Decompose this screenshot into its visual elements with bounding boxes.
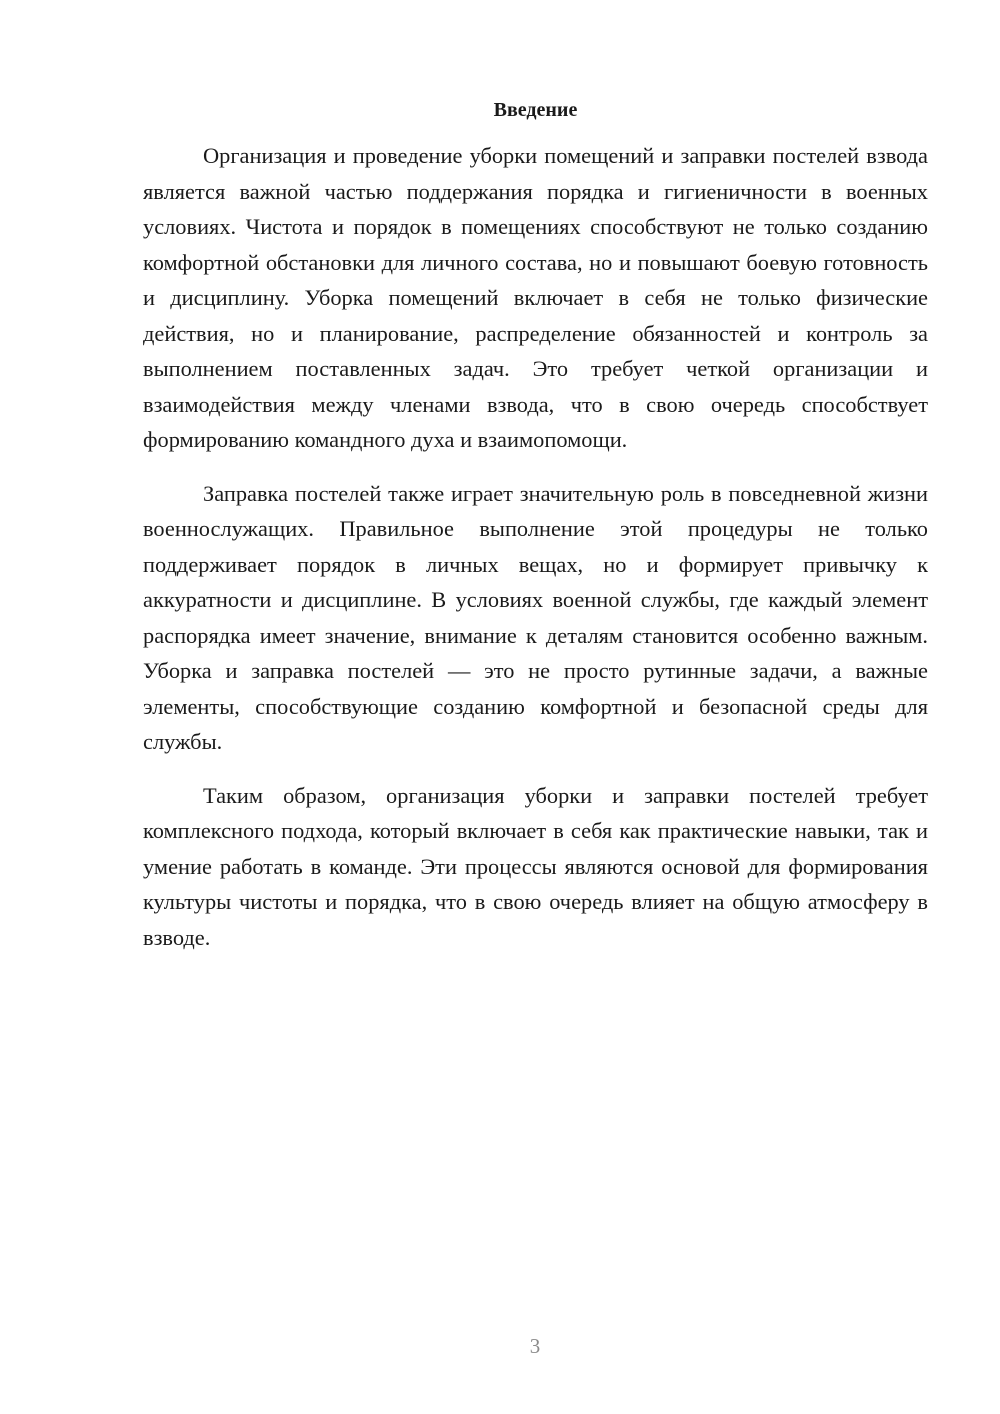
- page-number: 3: [529, 1334, 541, 1358]
- section-title: Введение: [493, 99, 578, 121]
- paragraph-3: Таким образом, организация уборки и заправки постелей требует комплексного подхода, который включает в себя как практические навыки, так и умение работать в команде. Эти процессы являются основой для формирования культуры чистоты и порядка, что в свою очередь влияет на общую атмосферу в взводе.: [143, 782, 928, 950]
- page-content: [143, 96, 928, 973]
- paragraph-1: Организация и проведение уборки помещений и заправки постелей взвода является важной частью поддержания порядка и гигиеничности в военных условиях. Чистота и порядок в помещениях способствуют не только созданию комфортной обстановки для личного состава, но и повышают боевую готовность и дисциплину. Уборка помещений включает в себя не только физические действия, но и планирование, распределение обязанностей и контроль за выполнением поставленных задач. Это требует четкой организации и взаимодействия между членами взвода, что в свою очередь способствует формированию командного духа и взаимопомощи.: [143, 143, 928, 452]
- paragraph-2: Заправка постелей также играет значительную роль в повседневной жизни военнослужащих. Правильное выполнение этой процедуры не только поддерживает порядок в личных вещах, но и формирует привычку к аккуратности и дисциплине. В условиях военной службы, где каждый элемент распорядка имеет значение, внимание к деталям становится особенно важным. Уборка и заправка постелей — это не просто рутинные задачи, а важные элементы, способствующие созданию комфортной и безопасной среды для службы.: [143, 480, 928, 754]
